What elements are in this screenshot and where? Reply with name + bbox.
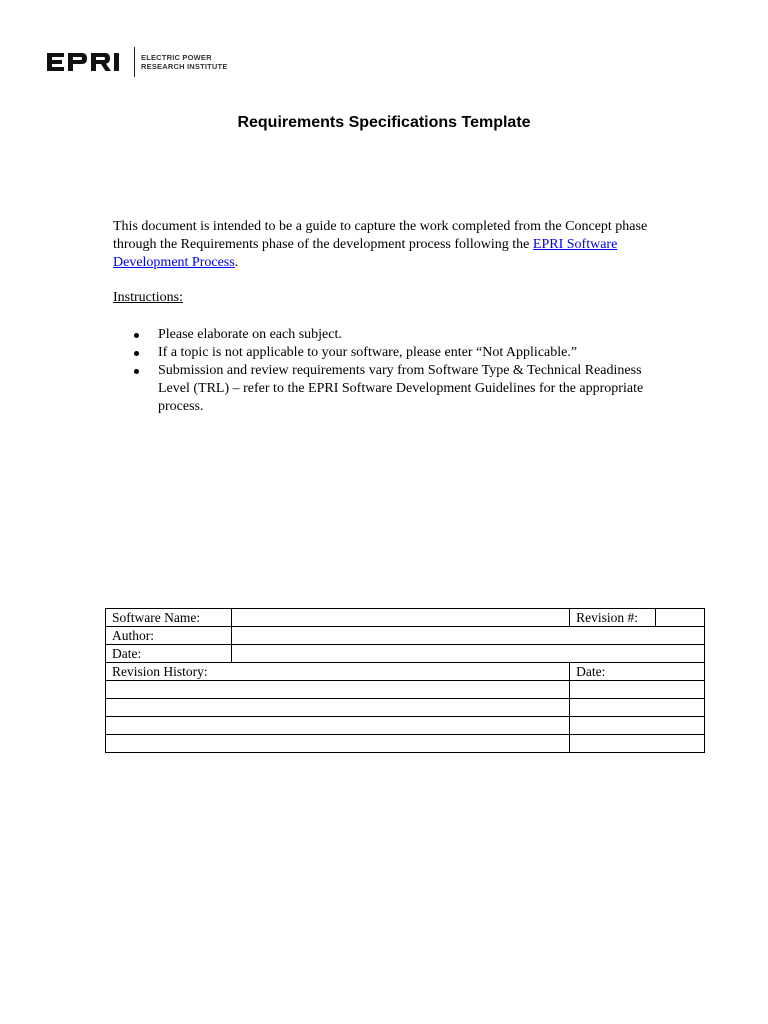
logo-divider	[134, 47, 135, 77]
revision-history-date-field[interactable]	[570, 735, 705, 753]
bullet-icon	[134, 369, 139, 374]
revision-history-date-field[interactable]	[570, 681, 705, 699]
revision-history-entry-field[interactable]	[106, 681, 570, 699]
revision-history-label: Revision History:	[106, 663, 570, 681]
table-row	[106, 609, 705, 627]
revision-history-date-label: Date:	[570, 663, 705, 681]
instructions-heading	[113, 289, 183, 307]
table-row	[106, 627, 705, 645]
date-field[interactable]	[231, 645, 704, 663]
software-name-label: Software Name:	[106, 609, 232, 627]
bullet-icon	[134, 351, 139, 356]
bullet-icon	[134, 333, 139, 338]
table-row	[106, 663, 705, 681]
software-info-table	[105, 608, 705, 753]
intro-text: This document is intended to be a guide to capture the work completed from the Concept phase through the Requirements phase of the development process following the	[113, 219, 648, 252]
epri-wordmark-icon	[46, 51, 128, 73]
author-field[interactable]	[231, 627, 704, 645]
table-row	[106, 681, 705, 699]
intro-paragraph	[113, 218, 673, 272]
revision-number-label: Revision #:	[570, 609, 656, 627]
logo-line-1: ELECTRIC POWER	[141, 52, 212, 62]
author-label: Author:	[106, 627, 232, 645]
date-label: Date:	[106, 645, 232, 663]
revision-history-date-field[interactable]	[570, 717, 705, 735]
logo-subtitle	[141, 53, 228, 72]
epri-process-link[interactable]: EPRI Software Development Process	[113, 237, 618, 270]
revision-history-entry-field[interactable]	[106, 735, 570, 753]
bullet-text: Submission and review requirements vary from Software Type & Technical Readiness Level (TRL) – refer to the EPRI Software Development Guidelines for the appropriate process.	[158, 363, 644, 414]
epri-logo	[46, 44, 228, 80]
bullet-text: Please elaborate on each subject.	[158, 327, 342, 342]
instructions-colon: :	[179, 290, 183, 305]
table-row	[106, 735, 705, 753]
page-title: Requirements Specifications Template	[237, 114, 531, 131]
software-name-field[interactable]	[231, 609, 569, 627]
revision-history-entry-field[interactable]	[106, 717, 570, 735]
revision-history-date-field[interactable]	[570, 699, 705, 717]
revision-number-field[interactable]	[656, 609, 705, 627]
table-row	[106, 645, 705, 663]
list-item	[113, 362, 673, 416]
logo-line-2: RESEARCH INSTITUTE	[141, 62, 228, 71]
table-row	[106, 699, 705, 717]
list-item	[113, 344, 673, 362]
instructions-label-text: Instructions	[113, 290, 180, 305]
revision-history-entry-field[interactable]	[106, 699, 570, 717]
table-row	[106, 717, 705, 735]
instructions-list	[113, 326, 673, 416]
list-item	[113, 326, 673, 344]
bullet-text: If a topic is not applicable to your software, please enter “Not Applicable.”	[158, 345, 578, 360]
intro-text-end: .	[234, 255, 239, 270]
